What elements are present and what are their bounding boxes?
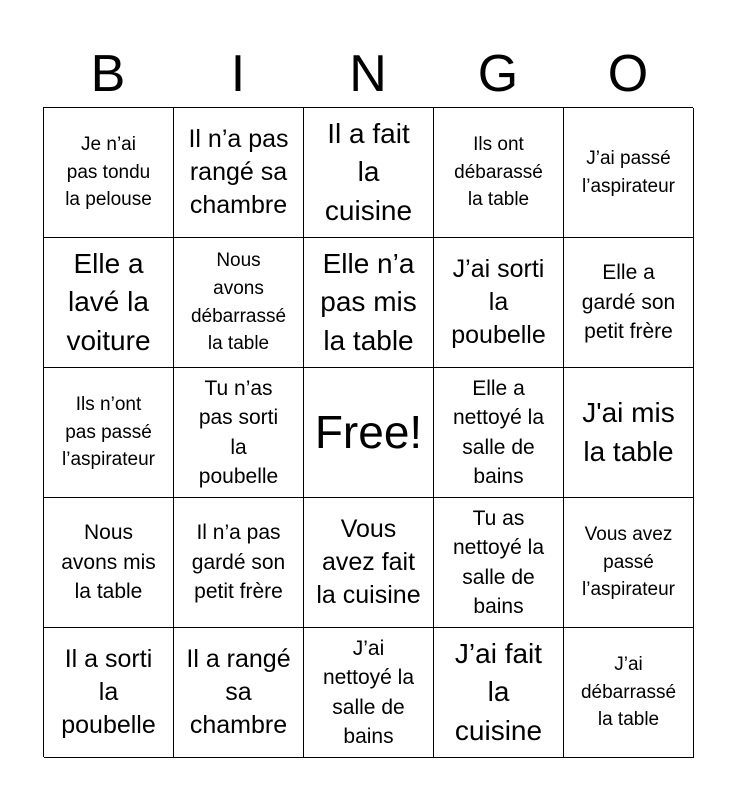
bingo-cell[interactable]: Je n’ai pas tondu la pelouse (44, 108, 174, 238)
free-space-cell[interactable]: Free! (304, 368, 434, 498)
bingo-cell[interactable]: Vous avez passé l’aspirateur (564, 498, 694, 628)
bingo-header (43, 40, 693, 108)
header-letter-n: N (349, 45, 387, 103)
bingo-cell[interactable]: Il a sorti la poubelle (44, 628, 174, 758)
bingo-cell[interactable]: Tu n’as pas sorti la poubelle (174, 368, 304, 498)
bingo-board (43, 107, 693, 757)
bingo-cell[interactable]: Elle n’a pas mis la table (304, 238, 434, 368)
header-letter-b: B (90, 45, 126, 103)
bingo-cell[interactable]: Il a rangé sa chambre (174, 628, 304, 758)
bingo-cell[interactable]: Ils ont débarassé la table (434, 108, 564, 238)
bingo-cell[interactable]: Elle a nettoyé la salle de bains (434, 368, 564, 498)
bingo-cell[interactable]: Elle a lavé la voiture (44, 238, 174, 368)
bingo-cell[interactable]: Vous avez fait la cuisine (304, 498, 434, 628)
bingo-cell[interactable]: J'ai mis la table (564, 368, 694, 498)
bingo-cell[interactable]: Ils n’ont pas passé l’aspirateur (44, 368, 174, 498)
bingo-cell[interactable]: J’ai sorti la poubelle (434, 238, 564, 368)
bingo-cell[interactable]: Il n’a pas gardé son petit frère (174, 498, 304, 628)
bingo-cell[interactable]: Il a fait la cuisine (304, 108, 434, 238)
header-letter-o: O (607, 45, 649, 103)
bingo-cell[interactable]: J’ai débarrassé la table (564, 628, 694, 758)
bingo-cell[interactable]: J’ai fait la cuisine (434, 628, 564, 758)
bingo-cell[interactable]: Nous avons débarrassé la table (174, 238, 304, 368)
bingo-cell[interactable]: Tu as nettoyé la salle de bains (434, 498, 564, 628)
header-letter-i: I (230, 45, 246, 103)
header-letter-g: G (477, 45, 519, 103)
bingo-cell[interactable]: Nous avons mis la table (44, 498, 174, 628)
bingo-cell[interactable]: J’ai nettoyé la salle de bains (304, 628, 434, 758)
bingo-cell[interactable]: Il n’a pas rangé sa chambre (174, 108, 304, 238)
bingo-cell[interactable]: J’ai passé l’aspirateur (564, 108, 694, 238)
bingo-cell[interactable]: Elle a gardé son petit frère (564, 238, 694, 368)
